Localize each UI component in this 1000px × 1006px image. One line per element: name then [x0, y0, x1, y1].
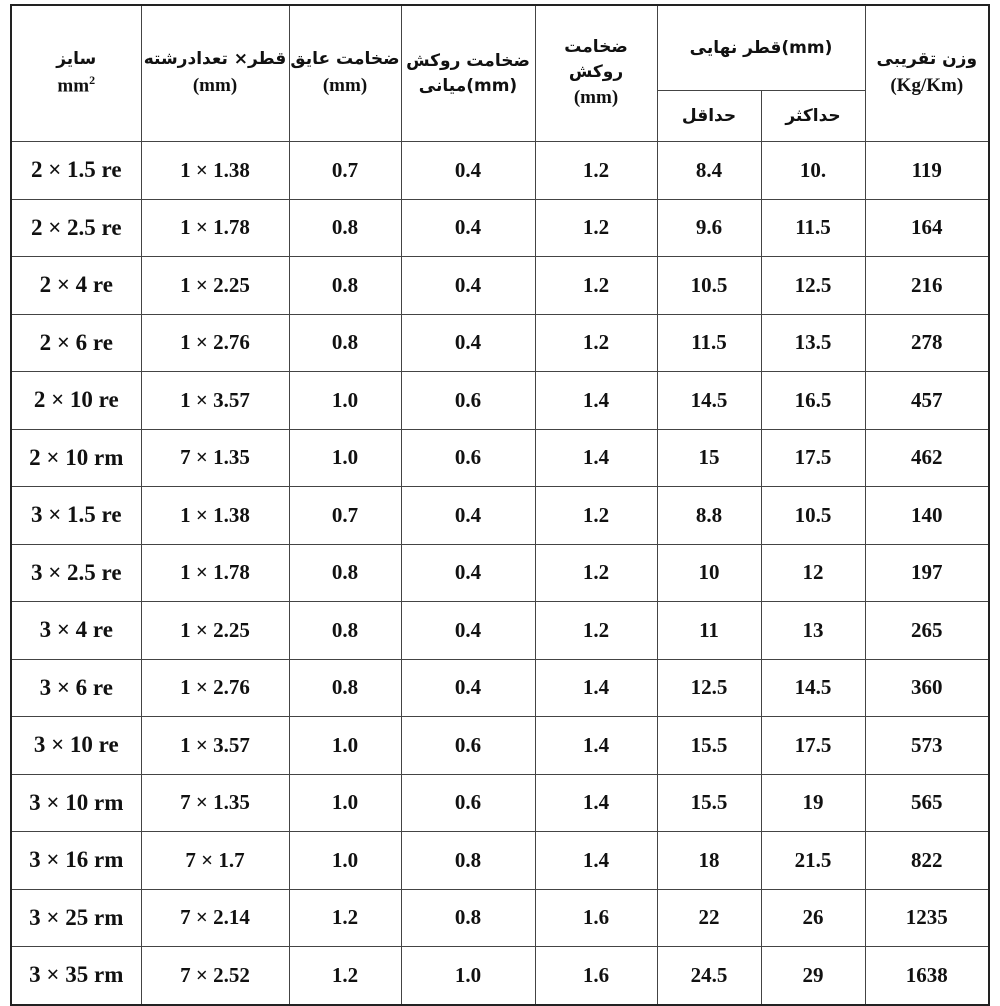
table-row	[11, 429, 989, 487]
table-row	[11, 602, 989, 660]
cell-max: 26	[761, 889, 865, 947]
cell-mid-cover: 0.6	[401, 774, 535, 832]
cell-cover: 1.2	[535, 314, 657, 372]
cell-weight: 822	[865, 832, 989, 890]
cell-size: 3 × 16 rm	[11, 832, 141, 890]
cell-mid-cover: 0.6	[401, 717, 535, 775]
cell-weight: 140	[865, 487, 989, 545]
cell-weight: 457	[865, 372, 989, 430]
cell-cover: 1.4	[535, 429, 657, 487]
table-row	[11, 257, 989, 315]
cell-min: 15	[657, 429, 761, 487]
cell-weight: 1638	[865, 947, 989, 1005]
header-wire-label: قطر× تعدادرشته	[143, 49, 287, 70]
cell-max: 14.5	[761, 659, 865, 717]
header-weight-label: وزن تقریبی	[876, 49, 978, 70]
cell-max: 10.	[761, 142, 865, 200]
cell-min: 24.5	[657, 947, 761, 1005]
cell-weight: 462	[865, 429, 989, 487]
cell-mid-cover: 0.6	[401, 429, 535, 487]
cell-size: 3 × 6 re	[11, 659, 141, 717]
cell-wire: 7 × 1.35	[141, 774, 289, 832]
table-row	[11, 142, 989, 200]
cell-cover: 1.4	[535, 659, 657, 717]
cell-wire: 1 × 1.38	[141, 142, 289, 200]
cell-cover: 1.2	[535, 199, 657, 257]
cell-insulation: 0.7	[289, 487, 401, 545]
header-cover-unit: (mm)	[573, 87, 619, 109]
header-cover	[535, 5, 657, 142]
cell-insulation: 0.8	[289, 199, 401, 257]
cell-size: 3 × 10 re	[11, 717, 141, 775]
header-cover-label2: روکش	[568, 61, 624, 82]
cell-max: 17.5	[761, 429, 865, 487]
header-size-unit: $mm^2$	[57, 72, 96, 97]
cell-max: 11.5	[761, 199, 865, 257]
table-row	[11, 487, 989, 545]
cell-insulation: 1.0	[289, 429, 401, 487]
table-row	[11, 947, 989, 1005]
table-row	[11, 314, 989, 372]
cell-insulation: 1.0	[289, 832, 401, 890]
cell-mid-cover: 1.0	[401, 947, 535, 1005]
cell-weight: 119	[865, 142, 989, 200]
cell-weight: 565	[865, 774, 989, 832]
cell-wire: 1 × 1.38	[141, 487, 289, 545]
cell-mid-cover: 0.4	[401, 602, 535, 660]
table-row	[11, 199, 989, 257]
cell-wire: 7 × 1.7	[141, 832, 289, 890]
header-wire	[141, 5, 289, 142]
cell-size: 3 × 25 rm	[11, 889, 141, 947]
cell-insulation: 0.7	[289, 142, 401, 200]
header-wire-unit: (mm)	[192, 75, 238, 97]
cell-mid-cover: 0.6	[401, 372, 535, 430]
cell-insulation: 1.0	[289, 774, 401, 832]
cell-cover: 1.6	[535, 889, 657, 947]
cell-weight: 265	[865, 602, 989, 660]
table-header	[11, 5, 989, 142]
cell-mid-cover: 0.8	[401, 889, 535, 947]
table-row	[11, 774, 989, 832]
header-max	[761, 91, 865, 142]
header-min-label: حداقل	[681, 105, 737, 126]
cell-min: 10	[657, 544, 761, 602]
cell-mid-cover: 0.8	[401, 832, 535, 890]
header-weight	[865, 5, 989, 142]
cell-cover: 1.4	[535, 832, 657, 890]
cell-size: 3 × 4 re	[11, 602, 141, 660]
cell-cover: 1.2	[535, 142, 657, 200]
cell-wire: 1 × 2.25	[141, 602, 289, 660]
cell-cover: 1.2	[535, 257, 657, 315]
cell-insulation: 0.8	[289, 602, 401, 660]
cell-max: 21.5	[761, 832, 865, 890]
cell-weight: 1235	[865, 889, 989, 947]
cell-min: 15.5	[657, 774, 761, 832]
cell-cover: 1.4	[535, 717, 657, 775]
cell-insulation: 1.2	[289, 889, 401, 947]
cell-max: 16.5	[761, 372, 865, 430]
cell-min: 8.4	[657, 142, 761, 200]
cell-wire: 1 × 3.57	[141, 717, 289, 775]
cell-cover: 1.6	[535, 947, 657, 1005]
header-insulation-label: ضخامت عایق	[290, 49, 400, 70]
cell-insulation: 0.8	[289, 659, 401, 717]
header-mid-cover-label2: میانی(mm)	[418, 75, 518, 96]
cell-min: 14.5	[657, 372, 761, 430]
header-mid-cover	[401, 5, 535, 142]
header-final-diameter-label: قطر نهایی(mm)	[689, 37, 833, 58]
cell-size: 3 × 35 rm	[11, 947, 141, 1005]
header-insulation-unit: (mm)	[322, 75, 368, 97]
header-weight-unit: (Kg/Km)	[890, 75, 964, 97]
cell-weight: 360	[865, 659, 989, 717]
header-final-diameter	[657, 5, 865, 91]
header-mid-cover-label: ضخامت روکش	[406, 50, 530, 71]
cell-max: 10.5	[761, 487, 865, 545]
table-row	[11, 717, 989, 775]
table-row	[11, 372, 989, 430]
table-row	[11, 659, 989, 717]
cell-wire: 1 × 2.76	[141, 314, 289, 372]
header-max-label: حداکثر	[785, 105, 841, 126]
cell-min: 12.5	[657, 659, 761, 717]
cell-mid-cover: 0.4	[401, 199, 535, 257]
cell-insulation: 0.8	[289, 544, 401, 602]
cell-size: 2 × 6 re	[11, 314, 141, 372]
cell-max: 13	[761, 602, 865, 660]
cell-wire: 1 × 2.76	[141, 659, 289, 717]
cell-min: 11	[657, 602, 761, 660]
header-cover-label: ضخامت	[564, 37, 628, 58]
cell-mid-cover: 0.4	[401, 544, 535, 602]
cell-min: 9.6	[657, 199, 761, 257]
header-size-label: سایز	[56, 49, 97, 70]
cell-min: 18	[657, 832, 761, 890]
cell-max: 12	[761, 544, 865, 602]
header-min	[657, 91, 761, 142]
cell-insulation: 0.8	[289, 257, 401, 315]
cell-insulation: 1.2	[289, 947, 401, 1005]
cell-weight: 164	[865, 199, 989, 257]
cell-size: 2 × 1.5 re	[11, 142, 141, 200]
table-row	[11, 544, 989, 602]
cell-cover: 1.4	[535, 372, 657, 430]
cell-max: 13.5	[761, 314, 865, 372]
cell-wire: 7 × 2.14	[141, 889, 289, 947]
cell-wire: 1 × 2.25	[141, 257, 289, 315]
cell-insulation: 0.8	[289, 314, 401, 372]
table-row	[11, 832, 989, 890]
cell-size: 2 × 2.5 re	[11, 199, 141, 257]
cell-size: 3 × 10 rm	[11, 774, 141, 832]
cell-weight: 197	[865, 544, 989, 602]
cell-wire: 1 × 3.57	[141, 372, 289, 430]
cell-size: 3 × 1.5 re	[11, 487, 141, 545]
cell-weight: 216	[865, 257, 989, 315]
cell-mid-cover: 0.4	[401, 142, 535, 200]
cell-max: 12.5	[761, 257, 865, 315]
cell-min: 10.5	[657, 257, 761, 315]
cell-cover: 1.2	[535, 602, 657, 660]
cell-size: 3 × 2.5 re	[11, 544, 141, 602]
table-body	[11, 142, 989, 1005]
cell-min: 15.5	[657, 717, 761, 775]
cell-max: 29	[761, 947, 865, 1005]
cell-min: 11.5	[657, 314, 761, 372]
cell-wire: 7 × 1.35	[141, 429, 289, 487]
cell-mid-cover: 0.4	[401, 314, 535, 372]
cell-min: 8.8	[657, 487, 761, 545]
cell-cover: 1.2	[535, 544, 657, 602]
cell-size: 2 × 10 rm	[11, 429, 141, 487]
cell-weight: 278	[865, 314, 989, 372]
cell-insulation: 1.0	[289, 372, 401, 430]
cell-wire: 1 × 1.78	[141, 199, 289, 257]
header-insulation	[289, 5, 401, 142]
cell-max: 17.5	[761, 717, 865, 775]
table-row	[11, 889, 989, 947]
header-size	[11, 5, 141, 142]
cell-size: 2 × 4 re	[11, 257, 141, 315]
cell-insulation: 1.0	[289, 717, 401, 775]
cell-cover: 1.2	[535, 487, 657, 545]
cell-wire: 7 × 2.52	[141, 947, 289, 1005]
cell-mid-cover: 0.4	[401, 487, 535, 545]
cell-max: 19	[761, 774, 865, 832]
cable-spec-table	[10, 4, 990, 1006]
cell-mid-cover: 0.4	[401, 659, 535, 717]
cell-min: 22	[657, 889, 761, 947]
cell-cover: 1.4	[535, 774, 657, 832]
cell-wire: 1 × 1.78	[141, 544, 289, 602]
cell-size: 2 × 10 re	[11, 372, 141, 430]
cell-weight: 573	[865, 717, 989, 775]
cell-mid-cover: 0.4	[401, 257, 535, 315]
